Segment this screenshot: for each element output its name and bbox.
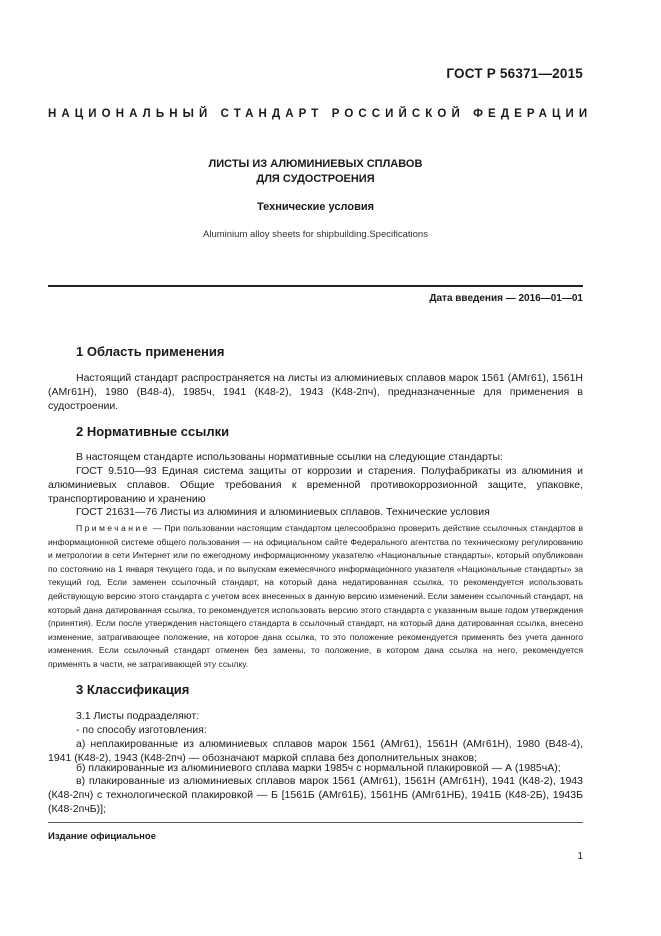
document-subtitle: Технические условия xyxy=(256,201,375,213)
list-item-a: а) неплакированные из алюминиевых сплавов марок 1561 (АМг61), 1561Н (АМг61Н), 1980 (В48-4), 1941 (К48-2), 1943 (К48-2пч) — обозначают маркой сплава без дополнительных знаков; xyxy=(48,738,583,764)
reference-gost-21631: ГОСТ 21631—76 Листы из алюминия и алюминиевых сплавов. Технические условия xyxy=(76,506,490,518)
reference-gost-9-510: ГОСТ 9.510—93 Единая система защиты от коррозии и старения. Полуфабрикаты из алюминия и алюминиевых сплавов. Общие требования к временной противокоррозионной защите, упаковке, транспортированию и хранению xyxy=(48,465,583,505)
footer-divider xyxy=(48,822,583,823)
section-1-text: Настоящий стандарт распространяется на листы из алюминиевых сплавов марок 1561 (АМг61), 1561Н (АМг61Н), 1980 (В48-4), 1985ч, 1941 (К48-2), 1943 (К48-2пч), предназначенные для применения в судостроении. xyxy=(48,372,583,412)
gost-number: ГОСТ Р 56371—2015 xyxy=(446,66,583,81)
document-english-title: Aluminium alloy sheets for shipbuilding.Specifications xyxy=(203,229,428,240)
official-edition-label: Издание официальное xyxy=(48,831,156,842)
note-label: Примечание xyxy=(76,523,150,533)
document-title xyxy=(48,157,583,187)
page-number: 1 xyxy=(577,851,583,862)
document-title-line-2: ДЛЯ СУДОСТРОЕНИЯ xyxy=(256,173,375,185)
section-2-heading: 2 Нормативные ссылки xyxy=(76,424,230,439)
document-title-line-1: ЛИСТЫ ИЗ АЛЮМИНИЕВЫХ СПЛАВОВ xyxy=(208,158,423,170)
section-2-intro: В настоящем стандарте использованы нормативные ссылки на следующие стандарты: xyxy=(76,451,503,463)
clause-3-1: 3.1 Листы подразделяют: xyxy=(76,710,200,722)
list-item-c: в) плакированные из алюминиевых сплавов марок 1561 (АМг61), 1561Н (АМг61Н), 1941 (К48-2), 1943 (К48-2пч) с технологической плакировкой — Б [1561Б (АМг61Б), 1561НБ (АМг61НБ), 1941Б (К48-2Б), 1943Б (К48-2пчБ)]; xyxy=(48,775,583,815)
list-item-b: б) плакированные из алюминиевого сплава марки 1985ч с нормальной плакировкой — А (1985чА); xyxy=(76,762,561,774)
section-3-heading: 3 Классификация xyxy=(76,682,190,697)
clause-method: - по способу изготовления: xyxy=(76,724,207,736)
title-divider xyxy=(48,285,583,287)
national-standard-title: НАЦИОНАЛЬНЫЙ СТАНДАРТ РОССИЙСКОЙ ФЕДЕРАЦИИ xyxy=(48,108,593,120)
section-1-heading: 1 Область применения xyxy=(76,344,225,359)
introduction-date: Дата введения — 2016—01—01 xyxy=(429,293,583,304)
section-2-note: Примечание — При пользовании настоящим стандартом целесообразно проверить действие ссылочных стандартов в информационной системе общего пользования — на официальном сайте Федерального агентства по техническому регулированию и метрологии в сети Интернет или по ежегодному информационному указателю «Национальные стандарты», который опубликован по состоянию на 1 января текущего года, и по выпускам ежемесячного информационного указателя «Национальные стандарты» за текущий год. Если заменен ссылочный стандарт, на который дана недатированная ссылка, то рекомендуется использовать действующую версию этого стандарта с учетом всех внесенных в данную версию изменений. Если заменен ссылочный стандарт, на который дана датированная ссылка, то рекомендуется использовать версию этого стандарта с указанным выше годом утверждения (принятия). Если после утверждения настоящего стандарта в ссылочный стандарт, на который дана датированная ссылка, внесено изменение, затрагивающее положение, на которое дана ссылка, то это положение рекомендуется применять без учета данного изменения. Если ссылочный стандарт отменен без замены, то положение, в котором дана ссылка на него, рекомендуется применять в части, не затрагивающей эту ссылку. xyxy=(48,523,584,669)
